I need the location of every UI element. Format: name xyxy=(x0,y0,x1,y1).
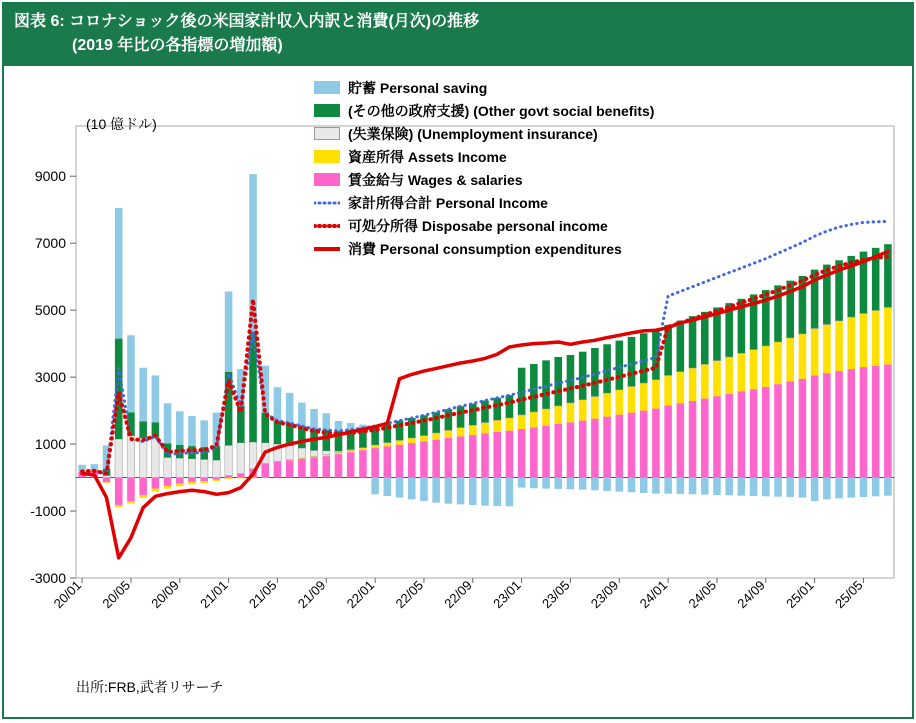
chart-title-line1: 図表 6: コロナショック後の米国家計収入内訳と消費(月次)の推移 xyxy=(14,13,479,30)
svg-text:24/05: 24/05 xyxy=(685,578,719,612)
legend-swatch-unemployment-insurance xyxy=(314,127,340,140)
legend-label-unemployment-insurance: (失業保険) (Unemployment insurance) xyxy=(348,124,598,144)
chart-title-bar xyxy=(4,4,912,66)
legend-swatch-personal-saving xyxy=(314,81,340,94)
svg-text:23/05: 23/05 xyxy=(539,578,573,612)
unit-label: (10 億ドル) xyxy=(86,114,157,134)
legend-label-personal-income: 家計所得合計 Personal Income xyxy=(348,193,548,213)
svg-text:20/05: 20/05 xyxy=(99,578,133,612)
svg-text:23/09: 23/09 xyxy=(588,578,622,612)
legend-line-personal-income xyxy=(314,196,340,209)
svg-text:9000: 9000 xyxy=(35,168,66,184)
legend-label-other-govt-benefits: (その他の政府支援) (Other govt social benefits) xyxy=(348,101,654,121)
legend-swatch-assets-income xyxy=(314,150,340,163)
svg-text:22/09: 22/09 xyxy=(441,578,475,612)
svg-text:-1000: -1000 xyxy=(30,503,66,519)
chart-title-line2: (2019 年比の各指標の増加額) xyxy=(14,34,902,58)
legend-label-wages-salaries: 賃金給与 Wages & salaries xyxy=(348,170,523,190)
legend-label-consumption: 消費 Personal consumption expenditures xyxy=(348,239,622,259)
svg-text:21/05: 21/05 xyxy=(246,578,280,612)
svg-text:7000: 7000 xyxy=(35,235,66,251)
legend-label-disposable-income: 可処分所得 Disposabe personal income xyxy=(348,216,608,236)
svg-text:24/09: 24/09 xyxy=(734,578,768,612)
svg-text:21/09: 21/09 xyxy=(295,578,329,612)
svg-text:1000: 1000 xyxy=(35,436,66,452)
legend-line-disposable-income xyxy=(314,219,340,232)
legend-item xyxy=(314,99,654,122)
legend-item xyxy=(314,237,654,260)
svg-text:23/01: 23/01 xyxy=(490,578,524,612)
svg-text:22/05: 22/05 xyxy=(392,578,426,612)
legend-item xyxy=(314,145,654,168)
svg-text:5000: 5000 xyxy=(35,302,66,318)
svg-text:3000: 3000 xyxy=(35,369,66,385)
svg-text:20/01: 20/01 xyxy=(51,578,85,612)
svg-text:-3000: -3000 xyxy=(30,570,66,586)
svg-text:25/01: 25/01 xyxy=(783,578,817,612)
legend-item xyxy=(314,76,654,99)
svg-text:24/01: 24/01 xyxy=(637,578,671,612)
chart-plot-area xyxy=(4,66,912,711)
svg-text:20/09: 20/09 xyxy=(148,578,182,612)
legend-item xyxy=(314,168,654,191)
legend-item xyxy=(314,214,654,237)
chart-legend xyxy=(314,76,654,260)
legend-label-assets-income: 資産所得 Assets Income xyxy=(348,147,507,167)
legend-label-personal-saving: 貯蓄 Personal saving xyxy=(348,78,487,98)
legend-line-consumption xyxy=(314,242,340,255)
svg-text:25/05: 25/05 xyxy=(832,578,866,612)
source-note: 出所:FRB,武者リサーチ xyxy=(76,677,224,697)
svg-text:21/01: 21/01 xyxy=(197,578,231,612)
legend-swatch-wages-salaries xyxy=(314,173,340,186)
chart-frame xyxy=(2,2,914,719)
legend-item xyxy=(314,191,654,214)
legend-swatch-other-govt-benefits xyxy=(314,104,340,117)
svg-text:22/01: 22/01 xyxy=(344,578,378,612)
legend-item xyxy=(314,122,654,145)
